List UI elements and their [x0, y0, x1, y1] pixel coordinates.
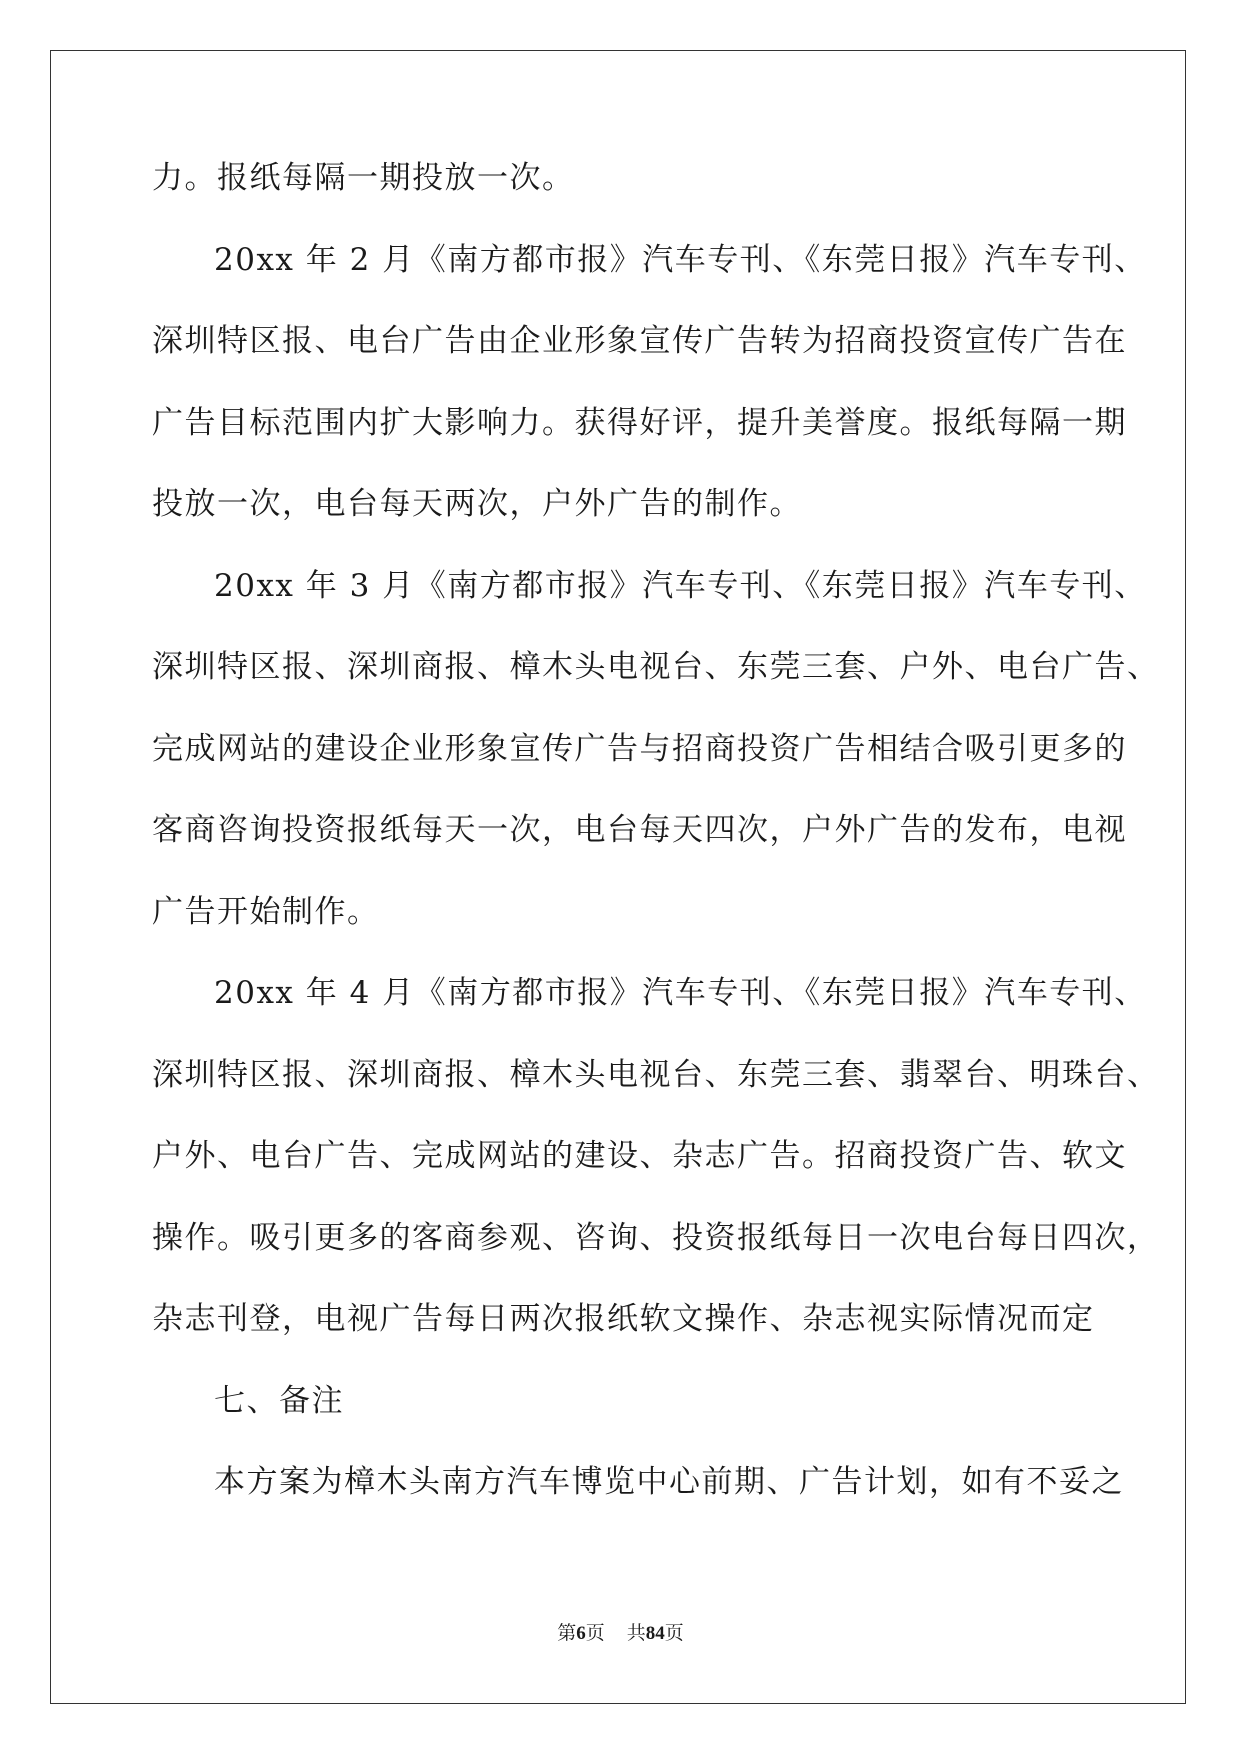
paragraph-line: 20xx 年 4 月《南方都市报》汽车专刊、《东莞日报》汽车专刊、: [214, 975, 1147, 1011]
total-label-prefix: 共: [626, 1622, 646, 1644]
page-footer: [0, 1620, 1241, 1647]
paragraph-line: 力。报纸每隔一期投放一次。: [152, 160, 575, 196]
paragraph-line: 本方案为樟木头南方汽车博览中心前期、广告计划，如有不妥之: [214, 1464, 1124, 1500]
page-number: 6: [576, 1623, 586, 1644]
page-label-prefix: 第: [557, 1622, 577, 1644]
paragraph-line: 20xx 年 3 月《南方都市报》汽车专刊、《东莞日报》汽车专刊、: [214, 567, 1147, 604]
paragraph-line: 客商咨询投资报纸每天一次，电台每天四次，户外广告的发布，电视: [152, 812, 1127, 848]
page-label-suffix: 页: [585, 1622, 605, 1644]
section-heading: 七、备注: [214, 1382, 344, 1419]
paragraph-line: 投放一次，电台每天两次，户外广告的制作。: [152, 486, 802, 522]
total-pages: 84: [645, 1623, 665, 1644]
paragraph-line: 深圳特区报、深圳商报、樟木头电视台、东莞三套、户外、电台广告、: [152, 649, 1160, 685]
paragraph-line: 完成网站的建设企业形象宣传广告与招商投资广告相结合吸引更多的: [152, 730, 1127, 767]
paragraph-line: 深圳特区报、电台广告由企业形象宣传广告转为招商投资宣传广告在: [152, 323, 1127, 359]
paragraph-line: 操作。吸引更多的客商参观、咨询、投资报纸每日一次电台每日四次，: [152, 1219, 1160, 1256]
document-body: [152, 158, 1160, 1544]
paragraph-line: 广告开始制作。: [152, 893, 380, 930]
total-label-suffix: 页: [664, 1622, 684, 1644]
paragraph-line: 户外、电台广告、完成网站的建设、杂志广告。招商投资广告、软文: [152, 1138, 1127, 1174]
paragraph-line: 广告目标范围内扩大影响力。获得好评，提升美誉度。报纸每隔一期: [152, 404, 1127, 441]
paragraph-line: 深圳特区报、深圳商报、樟木头电视台、东莞三套、翡翠台、明珠台、: [152, 1056, 1160, 1093]
paragraph-line: 20xx 年 2 月《南方都市报》汽车专刊、《东莞日报》汽车专刊、: [214, 241, 1147, 278]
paragraph-line: 杂志刊登，电视广告每日两次报纸软文操作、杂志视实际情况而定: [152, 1301, 1095, 1337]
